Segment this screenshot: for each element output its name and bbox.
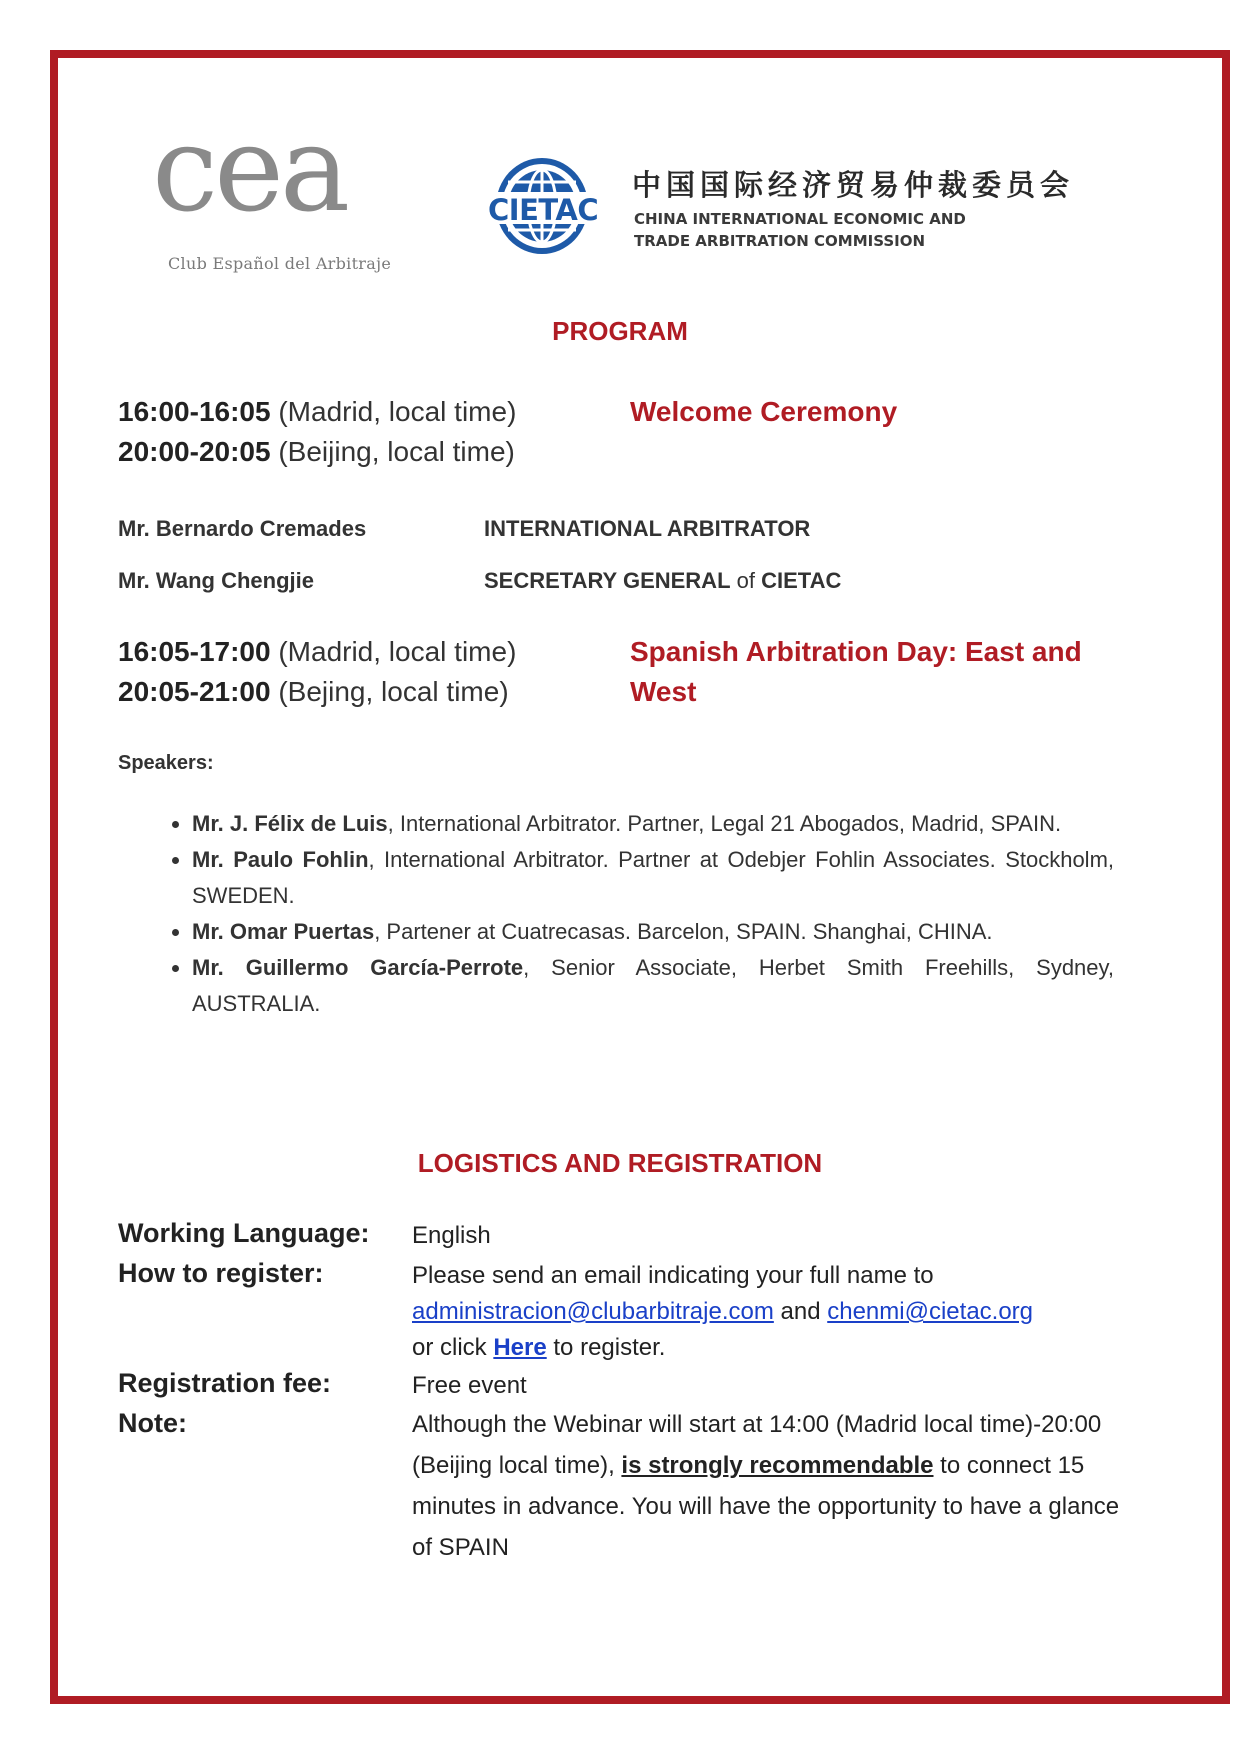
speaker-desc: , Senior Associate, Herbet Smith Freehills, Sydney, AUSTRALIA. bbox=[192, 955, 1115, 1016]
registration-fee-label: Registration fee: bbox=[118, 1368, 332, 1398]
speaker-item bbox=[192, 806, 1114, 842]
working-language-label: Working Language: bbox=[118, 1218, 370, 1248]
session2-title: Spanish Arbitration Day: East and West bbox=[630, 636, 1082, 707]
person-role-2-of: of bbox=[730, 568, 762, 593]
note-text-2: to connect 15 minutes in advance. You will have the opportunity to have a glance of SPAIN bbox=[412, 1452, 1120, 1561]
how-to-register-value bbox=[412, 1258, 1122, 1366]
session2-time-madrid bbox=[118, 632, 516, 672]
cea-logo bbox=[152, 118, 442, 243]
note-label: Note: bbox=[118, 1408, 187, 1438]
cietac-english-name bbox=[634, 208, 966, 252]
speaker-name: Mr. Guillermo García-Perrote bbox=[192, 955, 524, 980]
note-strong: is strongly recommendable bbox=[621, 1452, 934, 1479]
speakers-list bbox=[118, 806, 1114, 1022]
program-heading: PROGRAM bbox=[552, 316, 688, 346]
cietac-english-line-2: TRADE ARBITRATION COMMISSION bbox=[634, 232, 926, 250]
cietac-chinese-name: 中国国际经济贸易仲裁委员会 bbox=[632, 168, 1075, 202]
svg-text:cea: cea bbox=[152, 118, 347, 238]
person-role-2-title: SECRETARY GENERAL bbox=[484, 568, 731, 593]
session1-time-madrid-value: 16:00-16:05 bbox=[118, 396, 271, 427]
session2-time-beijing-value: 20:05-21:00 bbox=[118, 676, 271, 707]
session1-time-beijing-value: 20:00-20:05 bbox=[118, 436, 271, 467]
and-text: and bbox=[773, 1298, 828, 1325]
speaker-item bbox=[192, 914, 1114, 950]
register-here-link[interactable]: Here bbox=[493, 1334, 547, 1361]
session2-time-madrid-value: 16:05-17:00 bbox=[118, 636, 271, 667]
session2-time-madrid-place: (Madrid, local time) bbox=[270, 636, 517, 667]
note-text-1: Although the Webinar will start at 14:00 (Madrid local time)-20:00 (Beijing local time), bbox=[412, 1411, 1102, 1479]
person-name-2: Mr. Wang Chengjie bbox=[118, 568, 314, 593]
how-to-register-label: How to register: bbox=[118, 1258, 324, 1288]
note-value bbox=[412, 1404, 1122, 1568]
or-click-text: or click bbox=[412, 1334, 494, 1361]
session2-time-beijing-place: (Bejing, local time) bbox=[270, 676, 509, 707]
speaker-item bbox=[192, 842, 1114, 914]
session2-time-beijing bbox=[118, 672, 509, 712]
person-role-2 bbox=[484, 568, 841, 594]
speaker-name: Mr. Omar Puertas bbox=[192, 919, 375, 944]
person-role-1-title: INTERNATIONAL ARBITRATOR bbox=[484, 516, 811, 541]
speaker-name: Mr. J. Félix de Luis bbox=[192, 811, 388, 836]
person-name-1: Mr. Bernardo Cremades bbox=[118, 516, 367, 541]
register-emails bbox=[412, 1294, 1122, 1330]
person-role-2-org: CIETAC bbox=[761, 568, 842, 593]
speaker-desc: , International Arbitrator. Partner, Legal 21 Abogados, Madrid, SPAIN. bbox=[387, 811, 1062, 836]
register-instructions: Please send an email indicating your full name to bbox=[412, 1262, 934, 1289]
email-link-chenmi[interactable]: chenmi@cietac.org bbox=[827, 1298, 1034, 1325]
logistics-heading: LOGISTICS AND REGISTRATION bbox=[417, 1148, 823, 1178]
cietac-english-line-1: CHINA INTERNATIONAL ECONOMIC AND bbox=[634, 210, 966, 228]
to-register-text: to register. bbox=[546, 1334, 666, 1361]
session1-time-madrid bbox=[118, 392, 516, 432]
session1-title: Welcome Ceremony bbox=[630, 396, 898, 427]
speakers-label: Speakers: bbox=[118, 752, 214, 774]
speaker-desc: , Partener at Cuatrecasas. Barcelon, SPAIN. Shanghai, CHINA. bbox=[374, 919, 993, 944]
person-role-1 bbox=[484, 516, 810, 542]
session1-time-beijing-place: (Beijing, local time) bbox=[270, 436, 515, 467]
cietac-wordmark: CIETAC bbox=[488, 193, 599, 227]
working-language-value: English bbox=[412, 1222, 491, 1249]
speaker-name: Mr. Paulo Fohlin bbox=[192, 847, 369, 872]
email-link-administracion[interactable]: administracion@clubarbitraje.com bbox=[412, 1298, 774, 1325]
cea-logo-subtitle: Club Español del Arbitraje bbox=[168, 254, 392, 273]
session1-time-beijing bbox=[118, 432, 515, 472]
speaker-desc: , International Arbitrator. Partner at Odebjer Fohlin Associates. Stockholm, SWEDEN. bbox=[192, 847, 1115, 908]
registration-fee-value: Free event bbox=[412, 1372, 527, 1399]
session1-time-madrid-place: (Madrid, local time) bbox=[270, 396, 517, 427]
speaker-item bbox=[192, 950, 1114, 1022]
register-click-line bbox=[412, 1330, 1122, 1366]
